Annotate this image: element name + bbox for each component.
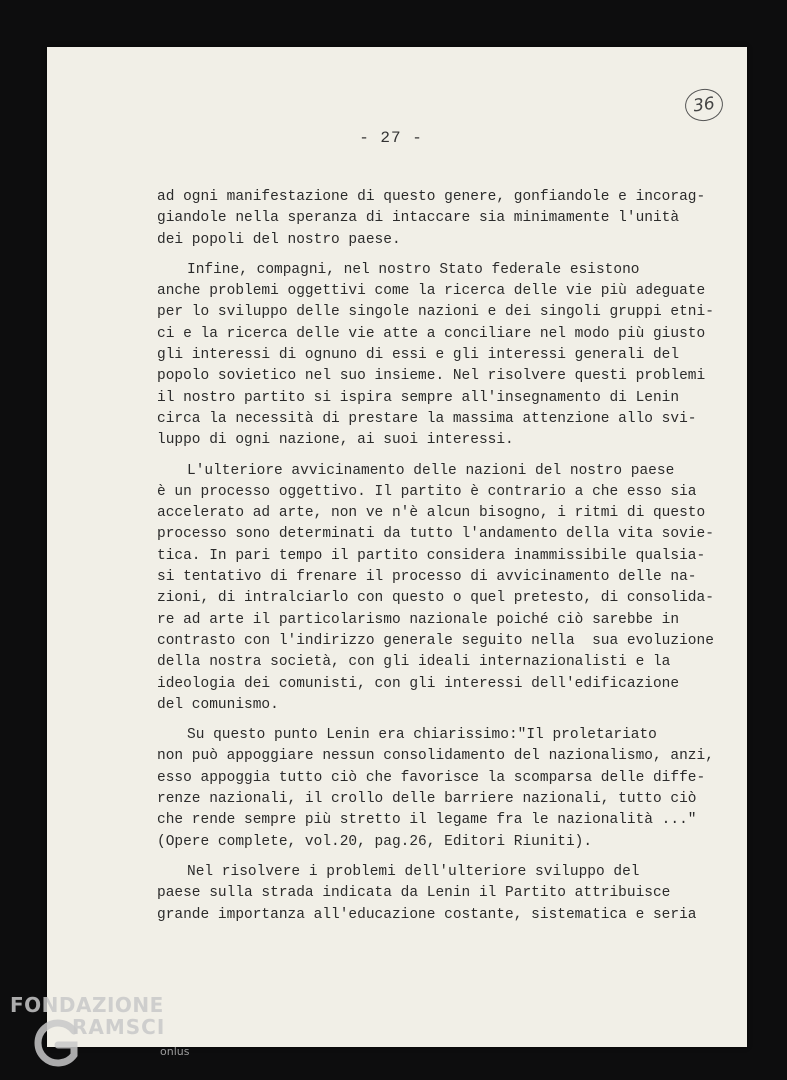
paragraph <box>157 862 717 926</box>
archive-stamp: 36 <box>683 87 725 124</box>
watermark-onlus: onlus <box>160 1045 190 1058</box>
text-line: è un processo oggettivo. Il partito è contrario a che esso sia <box>157 483 697 500</box>
text-line: re ad arte il particolarismo nazionale poiché ciò sarebbe in <box>157 611 680 628</box>
text-line: esso appoggia tutto ciò che favorisce la scomparsa delle diffe- <box>157 769 706 786</box>
text-line: si tentativo di frenare il processo di avvicinamento delle na- <box>157 569 697 586</box>
text-line: gli interessi di ognuno di essi e gli interessi generali del <box>157 347 680 364</box>
paragraph <box>157 725 717 853</box>
text-line: non può appoggiare nessun consolidamento del nazionalismo, anzi, <box>157 748 714 765</box>
text-line: popolo sovietico nel suo insieme. Nel risolvere questi problemi <box>157 368 706 385</box>
text-line: processo sono determinati da tutto l'andamento della vita sovie- <box>157 526 714 543</box>
text-line: paese sulla strada indicata da Lenin il Partito attribuisce <box>157 885 671 902</box>
text-line: che rende sempre più stretto il legame fra le nazionalità ..." <box>157 812 697 829</box>
text-line: (Opere complete, vol.20, pag.26, Editori Riuniti). <box>157 833 593 850</box>
text-line: il nostro partito si ispira sempre all'insegnamento di Lenin <box>157 389 680 406</box>
text-line: renze nazionali, il crollo delle barriere nazionali, tutto ciò <box>157 791 697 808</box>
watermark-line1: FONDAZIONE <box>10 993 164 1017</box>
watermark-line2: RAMSCI <box>72 1015 166 1039</box>
text-line: Su questo punto Lenin era chiarissimo:"Il proletariato <box>187 727 657 744</box>
paragraph <box>157 461 717 717</box>
body-text <box>157 187 717 935</box>
paragraph <box>157 260 717 452</box>
fondazione-gramsci-watermark <box>10 993 210 1073</box>
text-line: contrasto con l'indirizzo generale seguito nella sua evoluzione <box>157 632 714 649</box>
text-line: luppo di ogni nazione, ai suoi interessi. <box>157 432 514 449</box>
text-line: grande importanza all'educazione costante, sistematica e seria <box>157 906 697 923</box>
text-line: per lo sviluppo delle singole nazioni e dei singoli gruppi etni- <box>157 304 714 321</box>
text-line: tica. In pari tempo il partito considera inammissibile qualsia- <box>157 547 706 564</box>
page-number: - 27 - <box>359 129 423 147</box>
text-line: circa la necessità di prestare la massima attenzione allo svi- <box>157 410 697 427</box>
text-line: giandole nella speranza di intaccare sia minimamente l'unità <box>157 210 680 227</box>
paragraph <box>157 187 717 251</box>
text-line: ad ogni manifestazione di questo genere, gonfiandole e incorag- <box>157 189 706 205</box>
text-line: dei popoli del nostro paese. <box>157 231 401 248</box>
typewritten-page <box>47 47 747 1047</box>
text-line: della nostra società, con gli ideali internazionalisti e la <box>157 654 671 671</box>
text-line: del comunismo. <box>157 696 279 713</box>
text-line: L'ulteriore avvicinamento delle nazioni del nostro paese <box>187 462 675 479</box>
text-line: Infine, compagni, nel nostro Stato federale esistono <box>187 261 640 278</box>
text-line: zioni, di intralciarlo con questo o quel pretesto, di consolida- <box>157 590 714 607</box>
text-line: ideologia dei comunisti, con gli interessi dell'edificazione <box>157 675 680 692</box>
text-line: anche problemi oggettivi come la ricerca delle vie più adeguate <box>157 283 706 300</box>
text-line: ci e la ricerca delle vie atte a conciliare nel modo più giusto <box>157 325 706 342</box>
text-line: accelerato ad arte, non ve n'è alcun bisogno, i ritmi di questo <box>157 505 706 522</box>
text-line: Nel risolvere i problemi dell'ulteriore sviluppo del <box>187 863 640 880</box>
